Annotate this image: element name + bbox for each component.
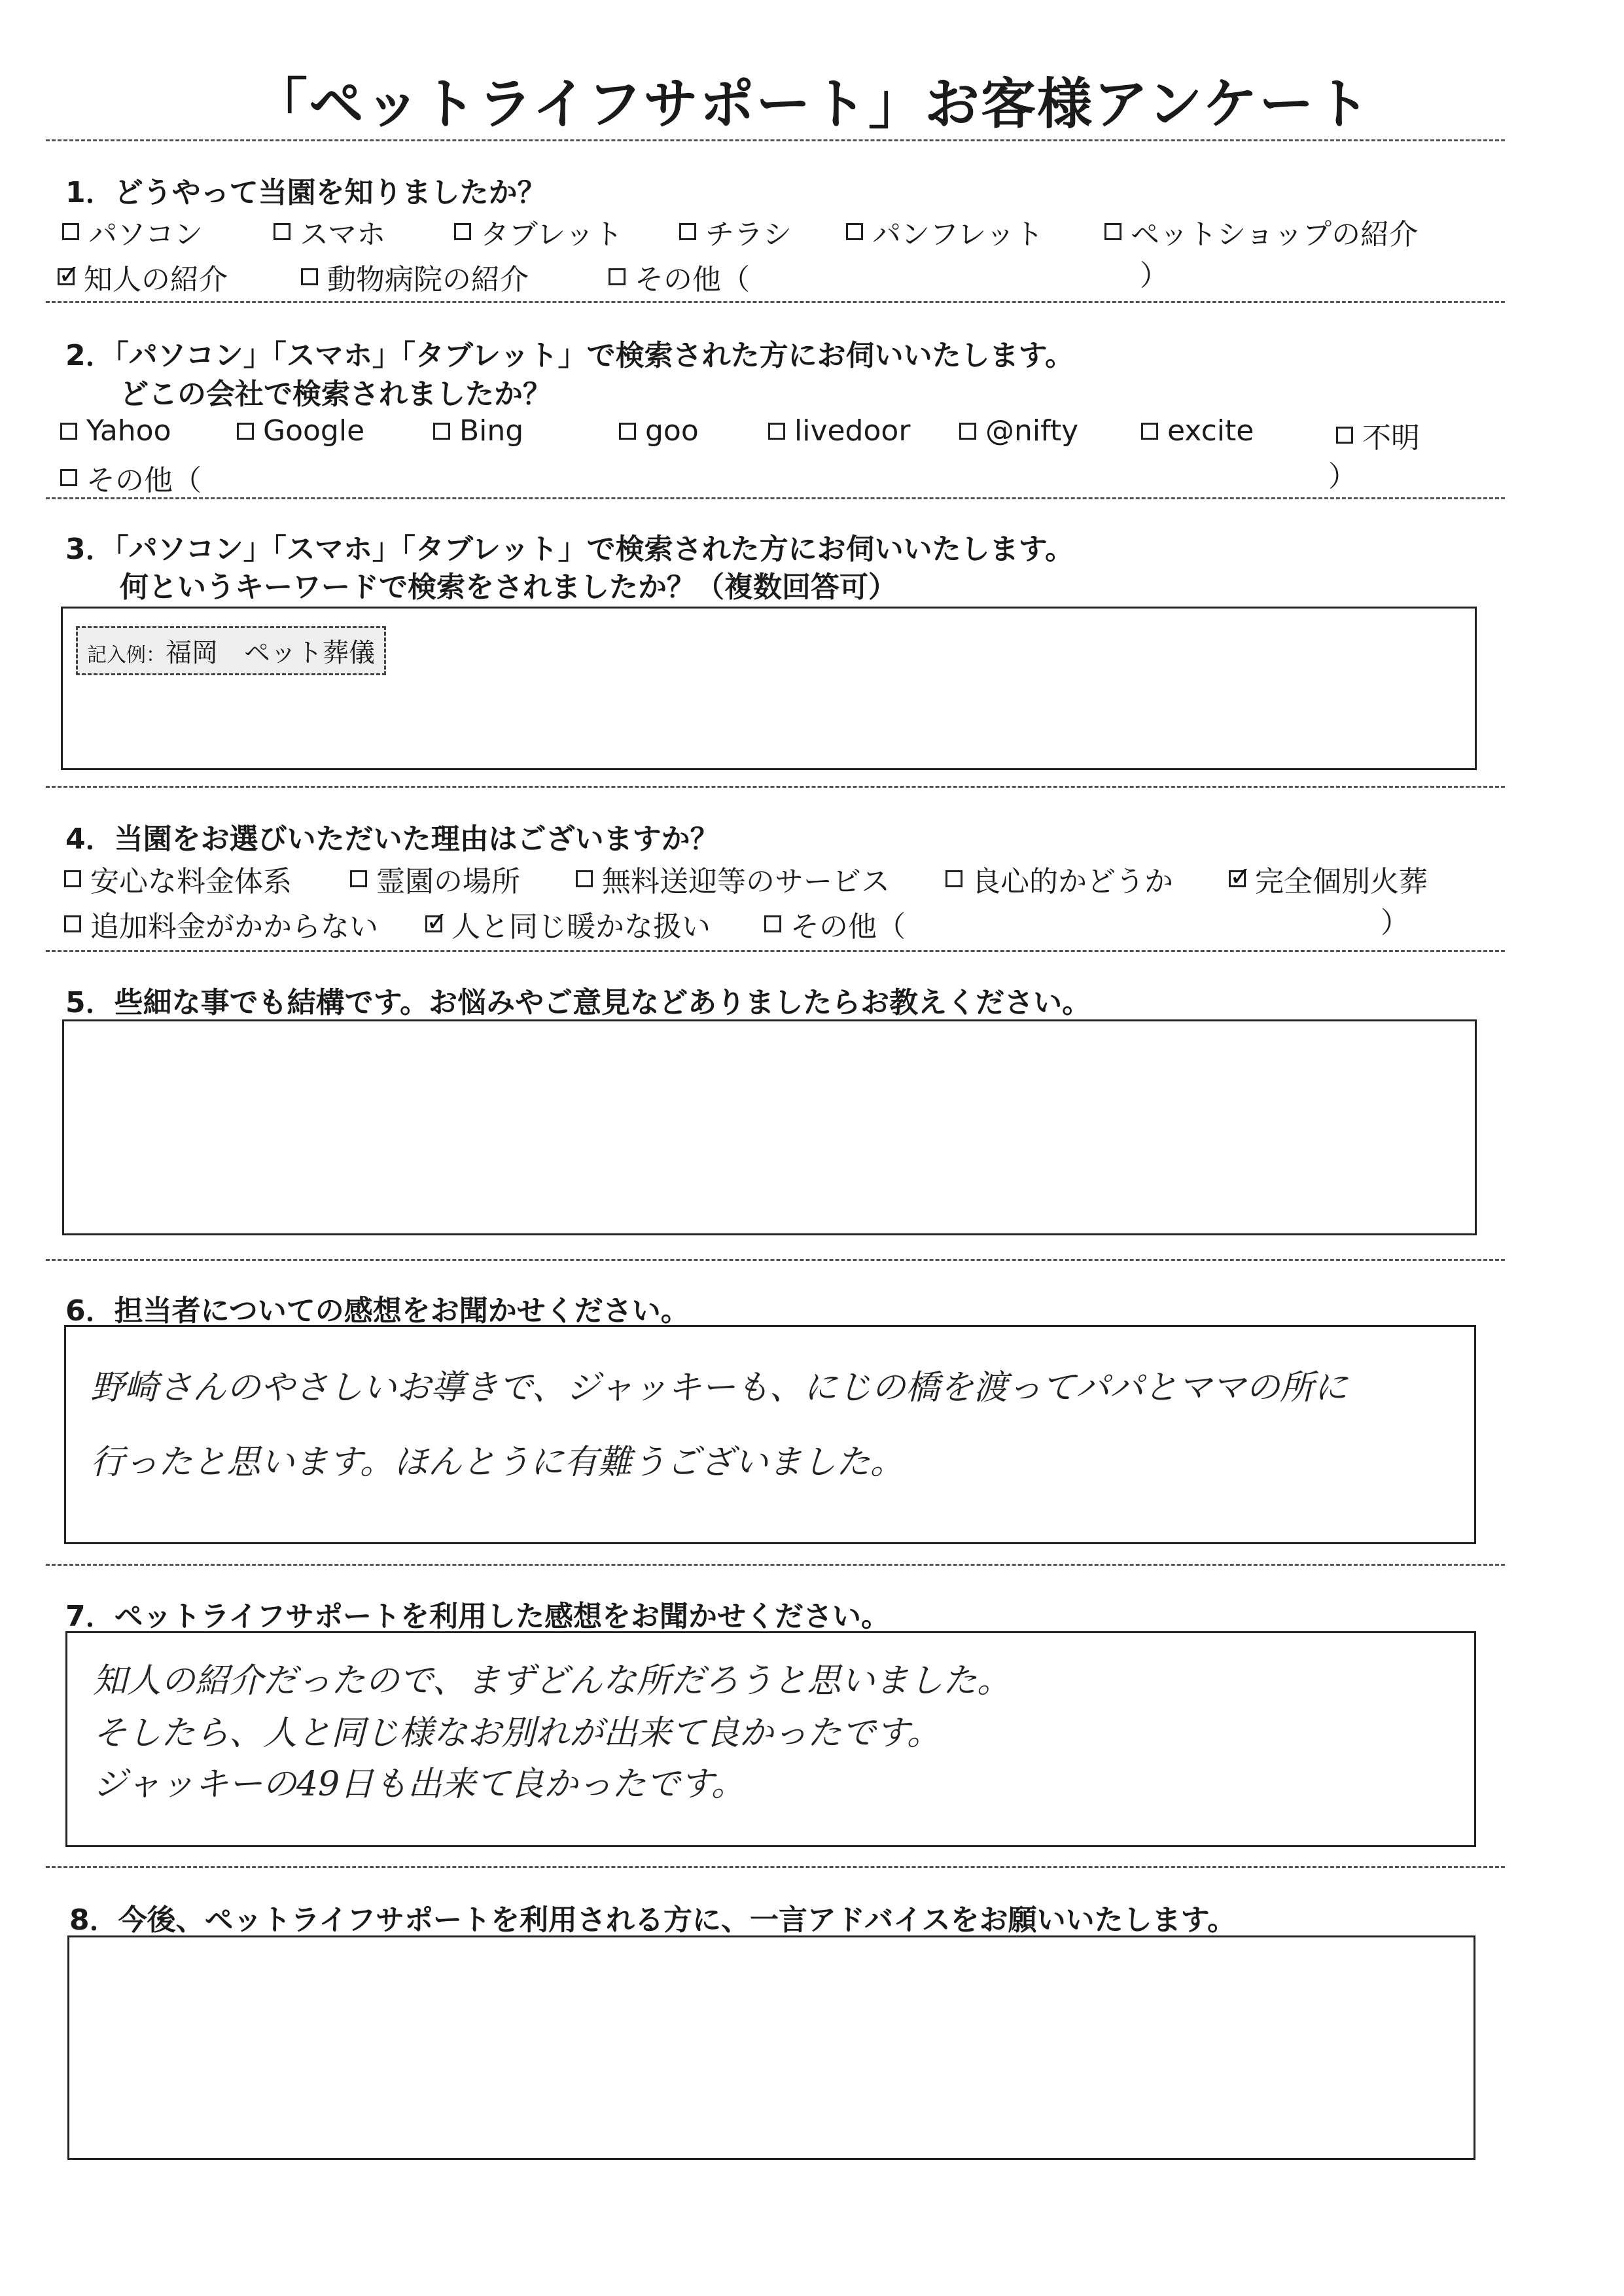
q1-option-smartphone[interactable]: スマホ [274,211,385,253]
q6-answer-line2: 行ったと思います。ほんとうに有難うございました。 [90,1443,904,1482]
checkbox[interactable] [619,423,636,440]
q2-option-yahoo[interactable]: Yahoo [60,414,171,448]
q3-question-line1: 3．「パソコン」「スマホ」「タブレット」で検索された方にお伺いいたします。 [65,533,1074,566]
q2-question-line1: 2．「パソコン」「スマホ」「タブレット」で検索された方にお伺いいたします。 [65,339,1074,372]
checkbox-checked[interactable] [1229,870,1246,887]
checkbox[interactable] [301,268,318,285]
q4-option-conscientious[interactable]: 良心的かどうか [945,858,1173,900]
q7-question: 7．ペットライフサポートを利用した感想をお聞かせください。 [65,1600,890,1633]
q4-option-warm-treatment[interactable]: ✓ 人と同じ暖かな扱い [425,903,711,945]
q2-option-nifty[interactable]: @nifty [959,414,1078,448]
q4-option-clear-pricing[interactable]: 安心な料金体系 [64,858,292,900]
checkbox[interactable] [64,915,81,932]
q1-option-petshop[interactable]: ペットショップの紹介 [1104,211,1418,253]
checkbox[interactable] [454,223,471,240]
q7-answer-line1: 知人の紹介だったので、まずどんな所だろうと思いました。 [93,1661,1011,1701]
q1-option-tablet[interactable]: タブレット [454,211,623,253]
q2-option-goo[interactable]: goo [619,414,699,448]
survey-title: 「ペットライフサポート」お客様アンケート [253,72,1371,136]
checkbox[interactable] [64,870,81,887]
q5-answer-box[interactable] [62,1019,1477,1235]
checkbox[interactable] [768,423,785,440]
q2-close-paren: ） [1328,460,1357,493]
divider [46,301,1505,303]
checkbox[interactable] [1104,223,1121,240]
divider [46,950,1505,952]
checkbox[interactable] [433,423,450,440]
checkbox[interactable] [764,915,781,932]
q2-option-livedoor[interactable]: livedoor [768,414,910,448]
q2-option-excite[interactable]: excite [1141,414,1254,448]
q1-option-flyer[interactable]: チラシ [679,211,792,253]
q1-option-vet[interactable]: 動物病院の紹介 [301,256,529,298]
q1-option-pamphlet[interactable]: パンフレット [846,211,1044,253]
q8-answer-box[interactable] [67,1935,1475,2160]
q6-question: 6．担当者についての感想をお聞かせください。 [65,1294,690,1328]
q2-option-other[interactable]: その他（ [60,457,202,499]
q2-option-unknown[interactable]: 不明 [1336,414,1420,456]
q3-question-line2: 何というキーワードで検索をされましたか？（複数回答可） [120,571,897,604]
checkbox-checked[interactable] [425,915,442,932]
q4-option-no-extra-fees[interactable]: 追加料金がかからない [64,903,378,945]
q2-question-line2: どこの会社で検索されましたか？ [120,378,552,411]
divider [46,139,1505,141]
checkbox[interactable] [846,223,863,240]
checkbox[interactable] [62,223,79,240]
q4-option-free-pickup[interactable]: 無料送迎等のサービス [576,858,890,900]
q4-option-other[interactable]: その他（ [764,903,906,945]
checkbox[interactable] [237,423,254,440]
checkbox[interactable] [1336,427,1353,444]
checkbox[interactable] [60,469,77,486]
q1-option-pc[interactable]: パソコン [62,211,203,253]
q6-answer-line1: 野崎さんのやさしいお導きで、ジャッキーも、にじの橋を渡ってパパとママの所に [90,1368,1348,1407]
divider [46,497,1505,499]
checkbox[interactable] [945,870,962,887]
checkbox[interactable] [679,223,696,240]
q4-option-location[interactable]: 霊園の場所 [350,858,520,900]
q4-option-individual-cremation[interactable]: ✓ 完全個別火葬 [1229,858,1428,900]
checkbox[interactable] [1141,423,1158,440]
q5-question: 5．些細な事でも結構です。お悩みやご意見などありましたらお教えください。 [65,986,1091,1019]
divider [46,1564,1505,1566]
q1-close-paren: ） [1140,259,1169,292]
q1-option-acquaintance[interactable]: ✓ 知人の紹介 [58,256,228,298]
checkbox-checked[interactable] [58,268,75,285]
checkbox[interactable] [350,870,367,887]
checkbox[interactable] [576,870,593,887]
q1-option-other[interactable]: その他（ [609,256,750,298]
q1-question: 1．どうやって当園を知りましたか？ [65,176,546,209]
divider [46,1259,1505,1261]
q4-close-paren: ） [1381,906,1409,940]
q4-question: 4．当園をお選びいただいた理由はございますか？ [65,822,719,856]
q3-example: 記入例：福岡 ペット葬儀 [76,626,386,675]
q7-answer-line2: そしたら、人と同じ様なお別れが出来て良かったです。 [93,1714,941,1753]
q7-answer-line3: ジャッキーの49日も出来て良かったです。 [93,1765,745,1804]
divider [46,786,1505,788]
checkbox[interactable] [60,423,77,440]
checkbox[interactable] [274,223,291,240]
checkbox[interactable] [959,423,976,440]
divider [46,1866,1505,1868]
q2-option-google[interactable]: Google [237,414,364,448]
q8-question: 8．今後、ペットライフサポートを利用される方に、一言アドバイスをお願いいたします。 [69,1903,1237,1937]
checkbox[interactable] [609,268,626,285]
q2-option-bing[interactable]: Bing [433,414,523,448]
